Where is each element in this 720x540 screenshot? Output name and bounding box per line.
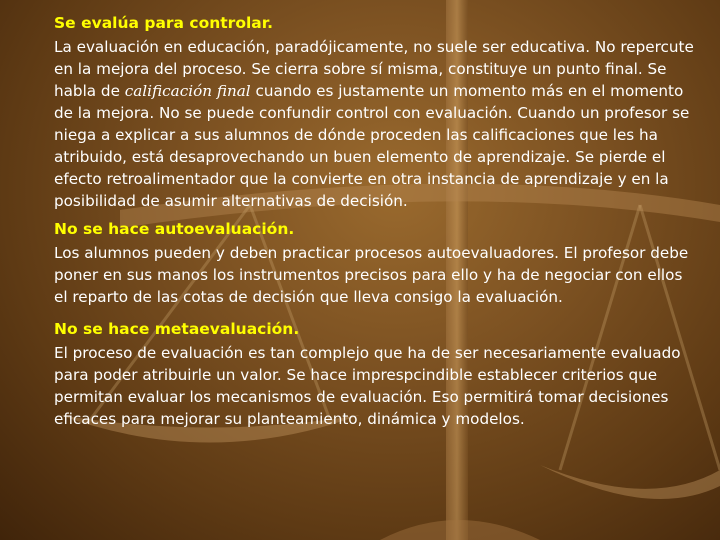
section-heading-control: Se evalúa para controlar. <box>54 14 274 32</box>
section-paragraph-metaevaluation: El proceso de evaluación es tan complejo que ha de ser necesariamente evaluado para poder atribuirle un valor. Se hace imprespcindible establecer criterios que permitan evaluar los mecanismos de evaluación. Eso permitirá tomar decisiones eficaces para mejorar su planteamiento, dinámica y modelos. <box>54 344 681 428</box>
section-heading-metaevaluation: No se hace metaevaluación. <box>54 320 300 338</box>
section-paragraph-control <box>54 36 694 212</box>
document-body <box>54 8 694 434</box>
paragraph-text: La evaluación en educación, paradójicamente, no suele ser educativa. No repercute en la mejora del proceso. Se cierra sobre sí misma, constituye un punto final. Se habla de <box>54 38 694 100</box>
italic-term: calificación final <box>124 82 251 100</box>
section-heading-autoevaluation: No se hace autoevaluación. <box>54 220 295 238</box>
scale-right-pan <box>540 465 720 499</box>
section-paragraph-autoevaluation: Los alumnos pueden y deben practicar procesos autoevaluadores. El profesor debe poner en sus manos los instrumentos precisos para ello y ha de negociar con ellos el reparto de las cotas de decisión que lleva consigo la evaluación. <box>54 244 689 306</box>
scale-base <box>380 520 540 540</box>
paragraph-text: cuando es justamente un momento más en el momento de la mejora. No se puede confundir control con evaluación. Cuando un profesor se niega a explicar a sus alumnos de dónde proceden las calificaciones que les ha atribuido, está desaprovechando un buen elemento de aprendizaje. Se pierde el efecto retroalimentador que la convierte en otra instancia de aprendizaje y en la posibilidad de asumir alternativas de decisión. <box>54 82 690 210</box>
